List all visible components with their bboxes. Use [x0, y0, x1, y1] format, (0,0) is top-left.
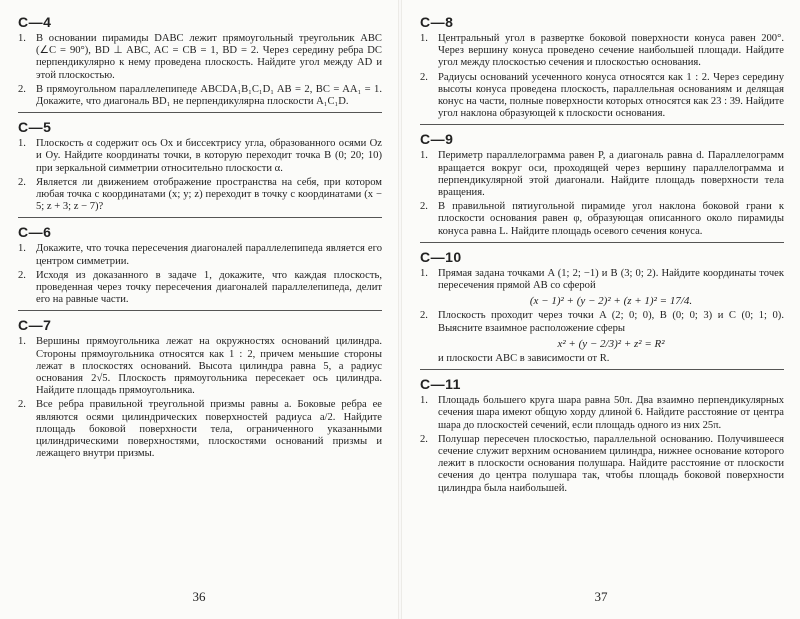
problem-number: 2.: [420, 71, 428, 83]
problem-text: В основании пирамиды DABC лежит прямоугольный треугольник ABC (∠C = 90°), BD ⊥ ABC, AC = CB = 1, BD = 2. Через середину ребра DC перпендикулярно к нему проведена плоскость. Найдите угол между AD и этой плоскостью.: [36, 33, 382, 81]
section-divider: [18, 217, 382, 218]
problem: [420, 201, 784, 238]
page-number: 36: [192, 589, 206, 604]
problem-text: Докажите, что точка пересечения диагоналей параллелепипеда является его центром симметрии.: [36, 243, 382, 267]
problem-number: 1.: [420, 33, 428, 44]
problem-text: Является ли движением отображение пространства на себя, при котором любая точка с координатами (x; y; z) переходит в точку с координатами (x − 5; z + 3; z − 7)?: [36, 176, 382, 213]
problem: [420, 268, 784, 308]
problem-text: Радиусы оснований усеченного конуса относятся как 1 : 2. Через середину высоты конуса проведена плоскость, параллельная основаниям и делящая конус на части, полные поверхности которых относятся как 23 : 39. Найдите угол наклона образующей к плоскости основания.: [438, 71, 785, 120]
section-title: С—4: [18, 14, 52, 30]
section-title: С—5: [18, 119, 52, 136]
problem-text: Периметр параллелограмма равен P, а диагональ равна d. Параллелограмм вращается вокруг оси, проходящей через вершину параллелограмма и перпендикулярной этой диагонали. Найдите площадь поверхности тела вращения.: [438, 150, 784, 199]
problem: [18, 84, 382, 108]
right-page: [402, 0, 800, 619]
section-divider: [420, 242, 784, 243]
section-c11: [420, 376, 784, 495]
problem-number: 2.: [420, 310, 428, 322]
problem-number: 1.: [18, 33, 26, 44]
page-number: 37: [594, 589, 608, 604]
left-page: [0, 0, 398, 619]
problem-text: В прямоугольном параллелепипеде ABCDA₁B₁C₁D₁ AB = 2, BC = AA₁ = 1. Докажите, что диагональ BD₁ не перпендикулярна плоскости A₁C₁D.: [36, 83, 382, 108]
problem: [18, 399, 382, 460]
problem-text: Плоскость α содержит ось Ox и биссектрису угла, образованного осями Oz и Oy. Найдите координаты точки, в которую переходит точка B (0; 20; 10) при зеркальной симметрии относительно плоскости α.: [36, 138, 382, 174]
problem-text: Прямая задана точками A (1; 2; −1) и B (3; 0; 2). Найдите координаты точек пересечения прямой AB со сферой: [438, 267, 784, 292]
sphere-equation: x² + (y − 2/3)² + z² = R²: [557, 337, 665, 350]
problem: [420, 310, 784, 365]
problem-number: 1.: [18, 138, 26, 150]
section-title: С—8: [420, 14, 454, 30]
section-c9: [420, 131, 784, 242]
section-title: С—7: [18, 317, 52, 334]
problem-text: Исходя из доказанного в задаче 1, докажите, что каждая плоскость, проведенная через точку пересечения диагоналей параллелепипеда, делит его на равные части.: [36, 269, 382, 306]
section-c7: [18, 317, 382, 460]
problem-text: В правильной пятиугольной пирамиде угол наклона боковой грани к плоскости основания равен φ, образующая описанного около пирамиды конуса равна L. Найдите площадь осевого сечения конуса.: [438, 201, 784, 237]
sphere-equation: (x − 1)² + (y − 2)² + (z + 1)² = 17/4.: [529, 295, 693, 308]
problem: [420, 434, 784, 495]
problem-text-after: и плоскости ABC в зависимости от R.: [438, 353, 610, 365]
problem-text: Плоскость проходит через точки A (2; 0; 0), B (0; 0; 3) и C (0; 1; 0). Выясните взаимное расположение сферы: [438, 310, 784, 334]
problem-text: Площадь большего круга шара равна 50π. Два взаимно перпендикулярных сечения шара имеют общую хорду длиной 6. Найдите расстояние от центра шара до плоскостей сечений, если площадь одного из них 25π.: [438, 395, 784, 431]
problem-number: 2.: [420, 201, 428, 213]
section-divider: [420, 124, 784, 125]
left-column: [18, 14, 382, 466]
section-c6: [18, 224, 382, 311]
problem: [420, 72, 784, 121]
problem-number: 2.: [420, 433, 428, 445]
section-title: С—9: [420, 131, 454, 148]
section-c10: [420, 249, 784, 370]
section-divider: [18, 310, 382, 311]
right-column: [420, 14, 784, 501]
problem: [18, 33, 382, 82]
section-title: С—10: [420, 248, 462, 265]
problem-number: 2.: [18, 176, 26, 188]
problem-number: 1.: [18, 336, 26, 348]
problem: [420, 395, 784, 432]
problem: [420, 150, 784, 199]
problem: [18, 243, 382, 267]
problem-text: Центральный угол в развертке боковой поверхности конуса равен 200°. Через вершину конуса проведено сечение наибольшей площади. Найдите угол между плоскостью сечения и плоскостью основания.: [438, 33, 784, 69]
problem-number: 2.: [18, 399, 26, 411]
problem-text: Вершины прямоугольника лежат на окружностях оснований цилиндра. Стороны прямоугольника относятся как 1 : 2, причем меньшие стороны лежат в плоскостях оснований. Высота цилиндра равна 5, а радиус основания 2√5. Плоскость прямоугольника пересекает ось цилиндра. Найдите площадь прямоугольника.: [36, 336, 382, 397]
section-divider: [420, 369, 784, 370]
problem: [18, 270, 382, 307]
problem: [18, 336, 382, 397]
problem-number: 1.: [18, 243, 26, 255]
problem-number: 1.: [420, 267, 428, 279]
section-c5: [18, 119, 382, 218]
problem: [18, 138, 382, 175]
problem-text: Все ребра правильной треугольной призмы равны a. Боковые ребра ее являются осями цилиндрических поверхностей радиуса a/2. Найдите площадь боковой поверхности тела, ограниченного указанными цилиндрическими поверхностями, плоскостями оснований призмы и лежащего внутри призмы.: [36, 399, 382, 460]
section-c4: [18, 14, 382, 113]
section-title: С—11: [420, 376, 461, 393]
section-divider: [18, 112, 382, 113]
problem-number: 1.: [420, 395, 428, 407]
problem: [18, 177, 382, 214]
problem-number: 2.: [18, 269, 26, 281]
section-title: С—6: [18, 224, 52, 241]
problem-text: Полушар пересечен плоскостью, параллельной основанию. Получившееся сечение служит верхним основанием цилиндра, нижнее основание которого лежит в плоскости основания полушара. Найдите расстояние от плоскости сечения до центра полушара так, чтобы площадь боковой поверхности цилиндра была наибольшей.: [438, 433, 784, 494]
section-c8: [420, 14, 784, 125]
problem-number: 2.: [18, 83, 26, 95]
problem-number: 1.: [420, 150, 428, 162]
problem: [420, 33, 784, 70]
